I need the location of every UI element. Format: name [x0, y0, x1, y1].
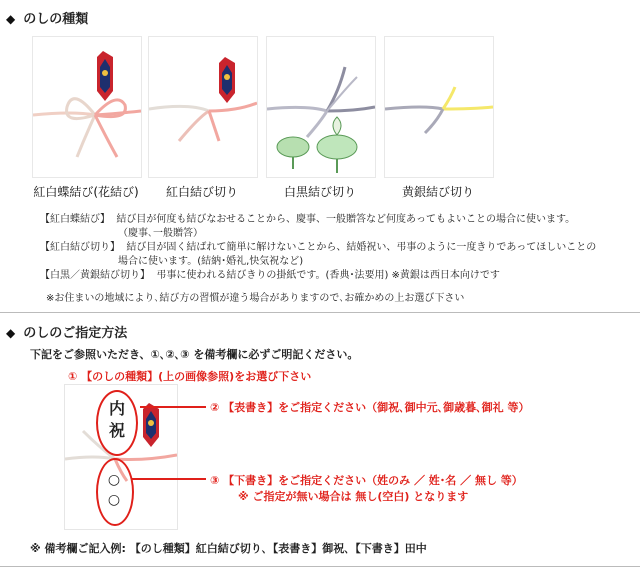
diamond-bullet-icon: ◆	[6, 326, 16, 340]
noshi-card-kogin-musubikiri[interactable]	[384, 36, 494, 178]
instruction-intro: 下記をご参照いただき、①､②､③ を備考欄に必ずご明記ください。	[30, 348, 359, 361]
description-kohaku-chou-sub: （慶事､一般贈答）	[118, 228, 203, 239]
kohaku-musubikiri-illustration	[149, 37, 257, 177]
description-kohaku-chou: 【紅白蝶結び】 結び目が何度も結びなおせることから、慶事、一般贈答など何度あってもよいことの場合に使います。	[40, 214, 576, 225]
section-title-instructions: ◆ のしのご指定方法	[6, 326, 128, 341]
section-divider	[0, 312, 640, 313]
noshi-card-shirokuro-musubikiri[interactable]	[266, 36, 376, 178]
description-kohaku-musubikiri: 【紅白結び切り】 結び目が固く結ばれて簡単に解けないことから、結婚祝い、弔事のように一度きりであってほしいことの	[40, 242, 597, 253]
connector-line-omote	[140, 406, 206, 408]
diamond-bullet-icon: ◆	[6, 12, 16, 26]
description-kohaku-musubikiri-sub: 場合に使います。(結納･婚礼,快気祝など)	[118, 256, 304, 267]
step1-label: ① 【のしの種類】(上の画像参照)をお選び下さい	[68, 370, 312, 383]
card-caption: 紅白結び切り	[165, 185, 238, 199]
kogin-musubikiri-illustration	[385, 37, 493, 177]
example-entry: ※ 備考欄ご記入例: 【のし種類】紅白結び切り､【表書き】御祝､【下書き】田中	[30, 542, 427, 555]
bottom-divider	[0, 566, 640, 567]
kohaku-chou-illustration	[33, 37, 141, 177]
regional-note: ※お住まいの地域により､結び方の習慣が違う場合がありますので､お確かめの上お選び下さい	[46, 293, 465, 304]
card-caption: 紅白蝶結び(花結び)	[33, 185, 139, 199]
noshi-card-kohaku-chou[interactable]	[32, 36, 142, 178]
noshi-card-kohaku-musubikiri[interactable]	[148, 36, 258, 178]
section-title-noshi-types: ◆ のしの種類	[6, 12, 89, 27]
card-caption: 黄銀結び切り	[401, 185, 474, 199]
step2-label: ② 【表書き】をご指定ください（御祝､御中元､御歳暮､御礼 等）	[210, 401, 530, 414]
step3-note: ※ ご指定が無い場合は 無し(空白) となります	[238, 490, 469, 503]
connector-line-shita	[132, 478, 206, 480]
description-shirokuro-kogin: 【白黒／黄銀結び切り】 弔事に使われる結びきりの掛紙です。(香典･法要用) ※黄銀は西日本向けです	[40, 270, 500, 281]
omotegaki-text: 内 祝	[108, 399, 125, 440]
card-caption: 白黒結び切り	[283, 185, 356, 199]
step3-label: ③ 【下書き】をご指定ください（姓のみ ／ 姓･名 ／ 無し 等）	[210, 474, 523, 487]
shirokuro-musubikiri-illustration	[267, 37, 375, 177]
shitagaki-placeholder: ○ ○	[107, 472, 121, 508]
